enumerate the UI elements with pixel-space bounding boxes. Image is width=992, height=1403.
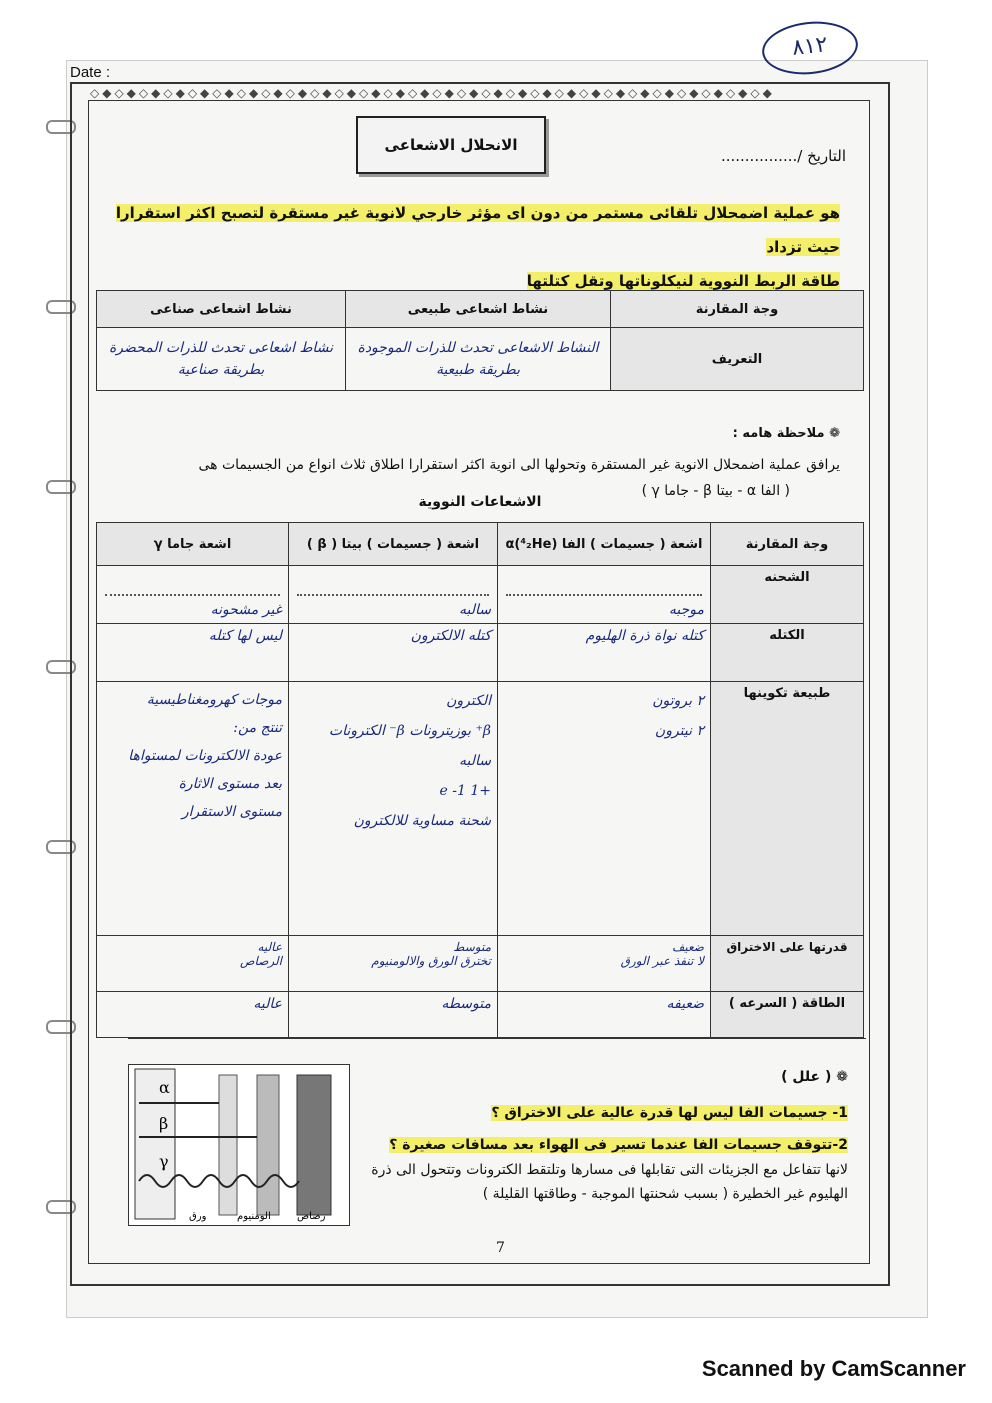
table-header: اشعة جاما γ xyxy=(97,523,289,566)
alpha-nature: ٢ بروتون ٢ نيترون xyxy=(498,682,711,936)
gamma-charge: غير مشحونه xyxy=(97,566,289,624)
radiation-table xyxy=(96,522,864,1038)
row-label: قدرتها على الاختراق xyxy=(711,936,864,992)
gamma-penetration: عاليه الرصاص xyxy=(97,936,289,992)
activity-comparison-table xyxy=(96,290,864,391)
lead-sheet xyxy=(297,1075,331,1215)
row-label: الطاقة ( السرعه ) xyxy=(711,992,864,1038)
table-header: اشعة ( جسيمات ) الفا α(⁴₂He) xyxy=(498,523,711,566)
border-pattern-top: ◇◆◇◆◇◆◇◆◇◆◇◆◇◆◇◆◇◆◇◆◇◆◇◆◇◆◇◆◇◆◇◆◇◆◇◆◇◆◇◆◇◆◇◆◇◆◇◆◇◆◇◆◇◆◇◆ xyxy=(90,86,775,100)
table-header: وجة المقارنة xyxy=(611,291,864,328)
beta-energy: متوسطه xyxy=(289,992,498,1038)
artificial-definition: نشاط اشعاعى تحدث للذرات المحضرة بطريقة صناعية xyxy=(97,328,346,391)
question-1: 1- جسيمات الفا ليس لها قدرة عالية على الاختراق ؟ xyxy=(491,1105,848,1121)
natural-definition: النشاط الاشعاعى تحدث للذرات الموجودة بطريقة طبيعية xyxy=(346,328,611,391)
table-title: الاشعاعات النووية xyxy=(418,494,542,510)
aluminium-sheet xyxy=(257,1075,279,1215)
table-header: نشاط اشعاعى صناعى xyxy=(97,291,346,328)
page-number: 7 xyxy=(496,1240,505,1256)
note-title: ❁ ملاحظة هامه : xyxy=(732,426,840,441)
beta-nature: الكترون β⁺ بوزيترونات β⁻ الكترونات سالبه +1 e -1 شحنة مساوية للالكترون xyxy=(289,682,498,936)
questions-title: ❁ ( علل ) xyxy=(781,1069,848,1085)
definition-line-1: هو عملية اضمحلال تلقائى مستمر من دون اى مؤثر خارجي لانوية غير مستقرة لتصبح اكثر استقرارا حيث تزداد xyxy=(115,204,840,256)
date-label: Date : xyxy=(70,64,111,81)
alpha-mass: كتله نواة ذرة الهليوم xyxy=(498,624,711,682)
beta-mass: كتله الالكترون xyxy=(289,624,498,682)
penetration-figure xyxy=(128,1064,350,1226)
definition-line-2: طاقة الربط النووية لنيكلوناتها وتقل كتلتها xyxy=(526,272,840,290)
beta-penetration: متوسط تخترق الورق والالومنيوم xyxy=(289,936,498,992)
beta-label: β xyxy=(159,1114,169,1133)
row-label: الشحنه xyxy=(711,566,864,624)
alpha-charge: موجبه xyxy=(498,566,711,624)
gamma-mass: ليس لها كتله xyxy=(97,624,289,682)
gamma-label: γ xyxy=(159,1152,169,1171)
beta-charge: سالبه xyxy=(289,566,498,624)
paper-label: ورق xyxy=(189,1211,207,1222)
aluminium-label: الومنيوم xyxy=(237,1211,271,1222)
alpha-label: α xyxy=(159,1078,170,1097)
gamma-nature: موجات كهرومغناطيسية تنتج من: عودة الالكترونات لمستواها بعد مستوى الاثارة مستوى الاستقرار xyxy=(97,682,289,936)
definition-paragraph xyxy=(100,196,840,298)
table-header: نشاط اشعاعى طبيعى xyxy=(346,291,611,328)
question-2: 2-تتوقف جسيمات الفا عندما تسير فى الهواء بعد مسافات صغيرة ؟ xyxy=(389,1137,848,1153)
page-mark: ٨١٢ xyxy=(760,17,861,79)
row-label: طبيعة تكوينها xyxy=(711,682,864,936)
questions-list xyxy=(360,1064,848,1206)
penetration-diagram xyxy=(129,1065,349,1225)
date-field: التاريخ /................ xyxy=(720,147,846,165)
alpha-penetration: ضعيف لا تنفذ عبر الورق xyxy=(498,936,711,992)
note-text: يرافق عملية اضمحلال الانوية غير المستقرة وتحولها الى انوية اكثر استقرارا اطلاق ثلاث انواع من الجسيمات هى xyxy=(198,457,840,473)
particle-list: ( الفا α - بيتا β - جاما γ ) xyxy=(641,483,790,499)
alpha-energy: ضعيفه xyxy=(498,992,711,1038)
flower-icon: ❁ xyxy=(824,426,840,441)
lead-label: رصاص xyxy=(297,1211,326,1222)
table-header: وجة المقارنة xyxy=(711,523,864,566)
scanner-watermark: Scanned by CamScanner xyxy=(701,1356,966,1381)
row-label: التعريف xyxy=(611,328,864,391)
page-title: الانحلال الاشعاعى xyxy=(356,116,546,174)
table-header: اشعة ( جسيمات ) بيتا ( β ) xyxy=(289,523,498,566)
flower-icon: ❁ xyxy=(836,1069,848,1085)
paper-sheet xyxy=(219,1075,237,1215)
row-label: الكتله xyxy=(711,624,864,682)
answer-text: لانها تتفاعل مع الجزيئات التى تقابلها فى مسارها وتلتقط الكترونات وتتحول الى ذرة الهليوم غير الخطيرة ( بسبب شحنتها الموجبة - وطاقتها القليلة ) xyxy=(371,1162,848,1202)
gamma-energy: عاليه xyxy=(97,992,289,1038)
